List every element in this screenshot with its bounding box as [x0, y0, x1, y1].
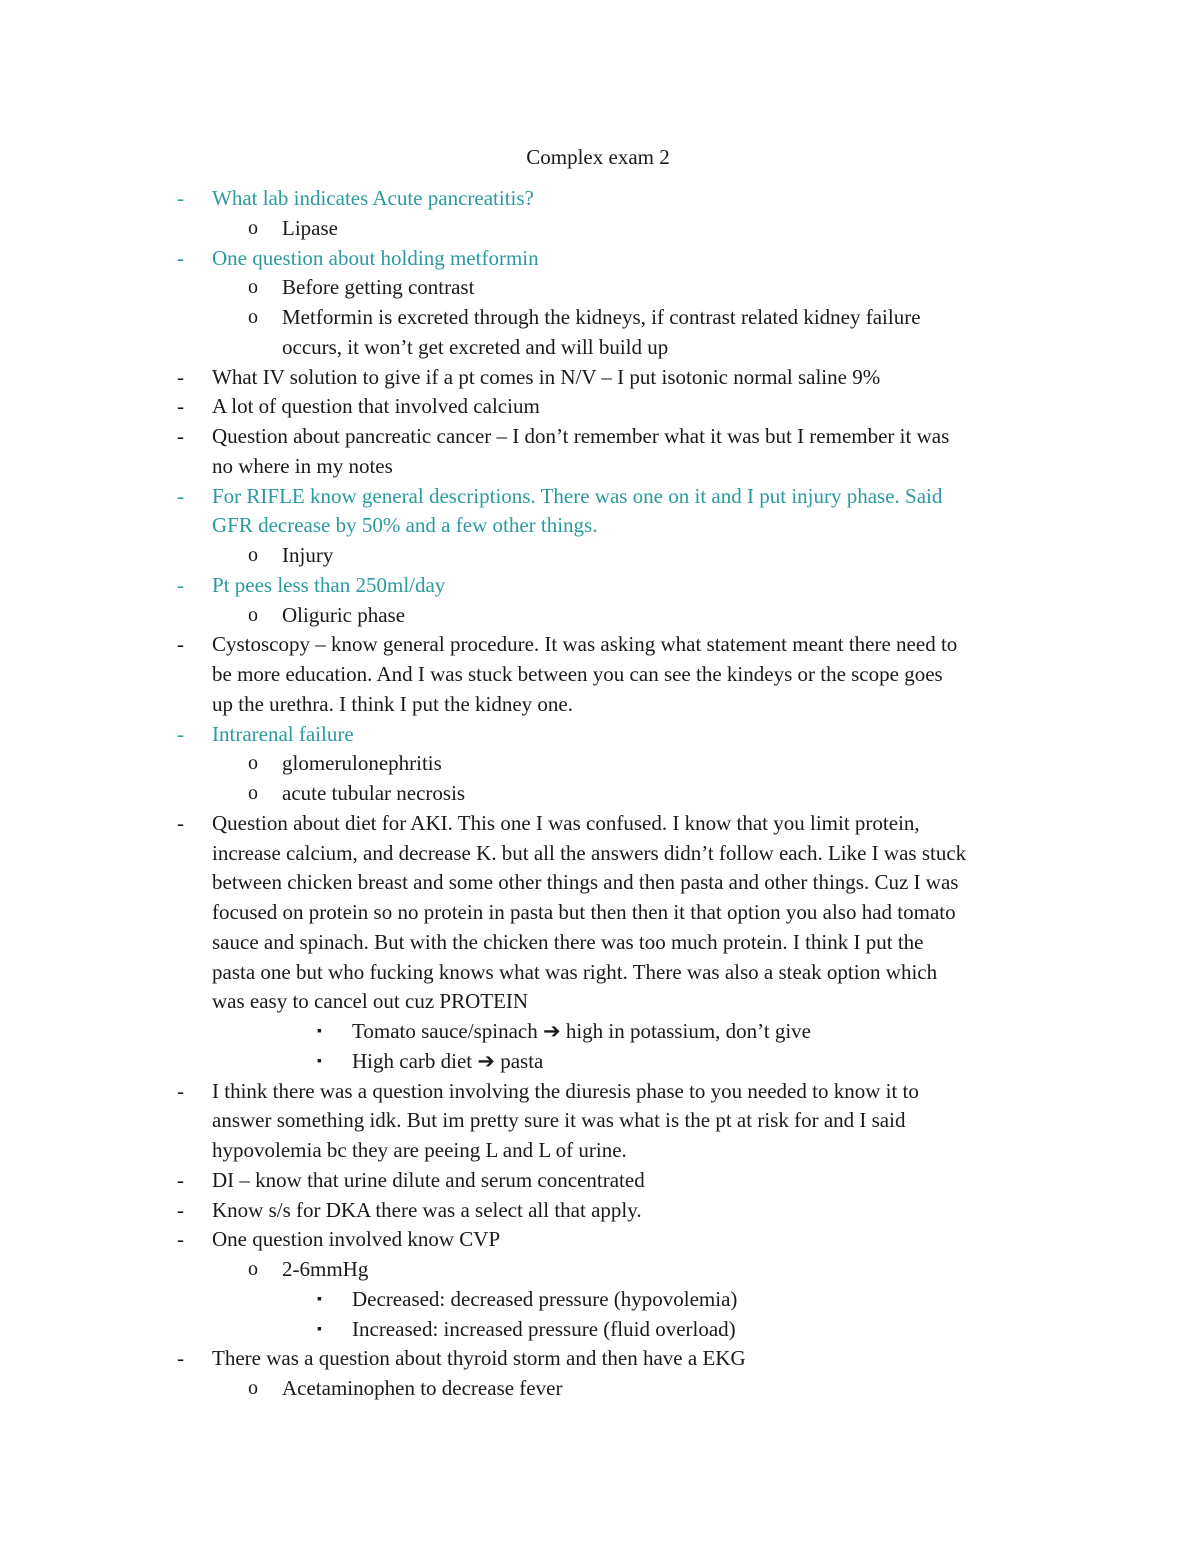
list-item [0, 630, 1200, 660]
dash-bullet-icon: - [177, 483, 184, 508]
list-item-text: There was a question about thyroid storm and then have a EKG [212, 1346, 746, 1371]
list-item-text: focused on protein so no protein in pasta but then then it that option you also had tomato [212, 900, 956, 924]
list-item-text: One question about holding metformin [212, 245, 539, 270]
dash-bullet-icon: - [177, 394, 184, 419]
list-item-text: hypovolemia bc they are peeing L and L of urine. [212, 1138, 627, 1162]
list-item-text: For RIFLE know general descriptions. There was one on it and I put injury phase. Said [212, 483, 943, 508]
list-item [0, 1315, 1200, 1345]
list-item [0, 720, 1200, 750]
list-item [0, 809, 1200, 839]
circle-bullet-icon: o [248, 782, 258, 804]
list-item-text: be more education. And I was stuck between you can see the kindeys or the scope goes [212, 662, 943, 686]
list-item-text: sauce and spinach. But with the chicken there was too much protein. I think I put the [212, 929, 924, 954]
square-bullet-icon: ▪ [317, 1024, 322, 1039]
circle-bullet-icon: o [248, 276, 258, 299]
list-item-continuation [0, 333, 1200, 363]
list-item [0, 1166, 1200, 1196]
notes-list [0, 184, 1200, 1404]
list-item-text: acute tubular necrosis [282, 781, 466, 805]
dash-bullet-icon: - [177, 1346, 184, 1371]
dash-bullet-icon: - [177, 721, 184, 746]
list-item-continuation [0, 690, 1200, 720]
dash-bullet-icon: - [177, 632, 184, 657]
dash-bullet-icon: - [177, 810, 184, 835]
list-item [0, 1017, 1200, 1047]
list-item [0, 422, 1200, 452]
list-item-continuation [0, 868, 1200, 898]
list-item [0, 779, 1200, 809]
list-item-text: answer something idk. But im pretty sure it was what is the pt at risk for and I said [212, 1108, 906, 1133]
list-item [0, 1374, 1200, 1404]
list-item [0, 1344, 1200, 1374]
list-item-continuation [0, 928, 1200, 958]
list-item [0, 1196, 1200, 1226]
circle-bullet-icon: o [248, 752, 258, 775]
list-item-continuation [0, 452, 1200, 482]
list-item [0, 1077, 1200, 1107]
list-item-text: Tomato sauce/spinach ➔ high in potassium, don’t give [352, 1019, 812, 1043]
list-item [0, 244, 1200, 274]
dash-bullet-icon: - [177, 1227, 184, 1252]
list-item [0, 749, 1200, 779]
list-item [0, 214, 1200, 244]
list-item-text: Acetaminophen to decrease fever [282, 1376, 563, 1400]
list-item-text: One question involved know CVP [212, 1227, 501, 1252]
list-item-continuation [0, 898, 1200, 928]
list-item-text: was easy to cancel out cuz PROTEIN [212, 989, 529, 1014]
list-item-text: Cystoscopy – know general procedure. It was asking what statement meant there need to [212, 632, 958, 657]
list-item [0, 273, 1200, 303]
list-item-text: Metformin is excreted through the kidneys, if contrast related kidney failure [282, 305, 921, 329]
list-item-continuation [0, 660, 1200, 690]
list-item-text: Question about diet for AKI. This one I was confused. I know that you limit protein, [212, 810, 920, 835]
list-item-text: A lot of question that involved calcium [212, 394, 540, 419]
list-item-text: pasta one but who fucking knows what was right. There was also a steak option which [212, 959, 938, 984]
dash-bullet-icon: - [177, 364, 184, 389]
list-item [0, 363, 1200, 393]
list-item-text: no where in my notes [212, 453, 393, 478]
list-item-text: High carb diet ➔ pasta [352, 1048, 544, 1073]
list-item [0, 184, 1200, 214]
list-item-text: Oliguric phase [282, 602, 406, 627]
list-item [0, 1285, 1200, 1315]
dash-bullet-icon: - [177, 424, 184, 448]
list-item-text: Injury [282, 543, 334, 567]
list-item-text: Intrarenal failure [212, 721, 354, 746]
list-item-text: between chicken breast and some other things and then pasta and other things. Cuz I was [212, 870, 959, 895]
list-item-continuation [0, 1106, 1200, 1136]
square-bullet-icon: ▪ [317, 1321, 322, 1337]
dash-bullet-icon: - [177, 1078, 184, 1103]
list-item-continuation [0, 1136, 1200, 1166]
list-item [0, 303, 1200, 333]
list-item-text: I think there was a question involving the diuresis phase to you needed to know it to [212, 1078, 919, 1103]
dash-bullet-icon: - [177, 245, 184, 270]
list-item [0, 1225, 1200, 1255]
list-item [0, 1255, 1200, 1285]
list-item [0, 601, 1200, 631]
list-item-continuation [0, 987, 1200, 1017]
circle-bullet-icon: o [248, 1377, 258, 1399]
list-item-text: What lab indicates Acute pancreatitis? [212, 186, 534, 210]
list-item-text: occurs, it won’t get excreted and will build up [282, 334, 669, 359]
circle-bullet-icon: o [248, 1258, 258, 1280]
list-item-text: Question about pancreatic cancer – I don’t remember what it was but I remember it was [212, 424, 950, 448]
list-item-text: glomerulonephritis [282, 751, 442, 776]
document-title: Complex exam 2 [526, 145, 670, 169]
list-item-text: What IV solution to give if a pt comes in N/V – I put isotonic normal saline 9% [212, 364, 881, 389]
list-item-text: Pt pees less than 250ml/day [212, 572, 446, 597]
circle-bullet-icon: o [248, 603, 258, 626]
list-item-text: up the urethra. I think I put the kidney one. [212, 691, 573, 716]
list-item-text: Before getting contrast [282, 275, 475, 300]
list-item-continuation [0, 511, 1200, 541]
list-item-text: Increased: increased pressure (fluid overload) [352, 1316, 736, 1341]
list-item [0, 1047, 1200, 1077]
list-item [0, 392, 1200, 422]
circle-bullet-icon: o [248, 216, 258, 239]
list-item [0, 571, 1200, 601]
list-item-text: 2-6mmHg [282, 1257, 369, 1281]
dash-bullet-icon: - [177, 1197, 184, 1222]
square-bullet-icon: ▪ [317, 1053, 322, 1069]
list-item-continuation [0, 958, 1200, 988]
list-item-continuation [0, 839, 1200, 869]
dash-bullet-icon: - [177, 186, 184, 210]
circle-bullet-icon: o [248, 544, 258, 566]
list-item-text: Know s/s for DKA there was a select all that apply. [212, 1197, 642, 1222]
list-item-text: GFR decrease by 50% and a few other things. [212, 513, 598, 538]
list-item-text: DI – know that urine dilute and serum concentrated [212, 1167, 645, 1192]
circle-bullet-icon: o [248, 306, 258, 328]
list-item-text: Lipase [282, 215, 338, 240]
list-item [0, 541, 1200, 571]
square-bullet-icon: ▪ [317, 1291, 322, 1307]
dash-bullet-icon: - [177, 1167, 184, 1192]
list-item [0, 482, 1200, 512]
list-item-text: Decreased: decreased pressure (hypovolemia) [352, 1286, 738, 1311]
dash-bullet-icon: - [177, 572, 184, 597]
list-item-text: increase calcium, and decrease K. but all the answers didn’t follow each. Like I was stuck [212, 840, 967, 865]
